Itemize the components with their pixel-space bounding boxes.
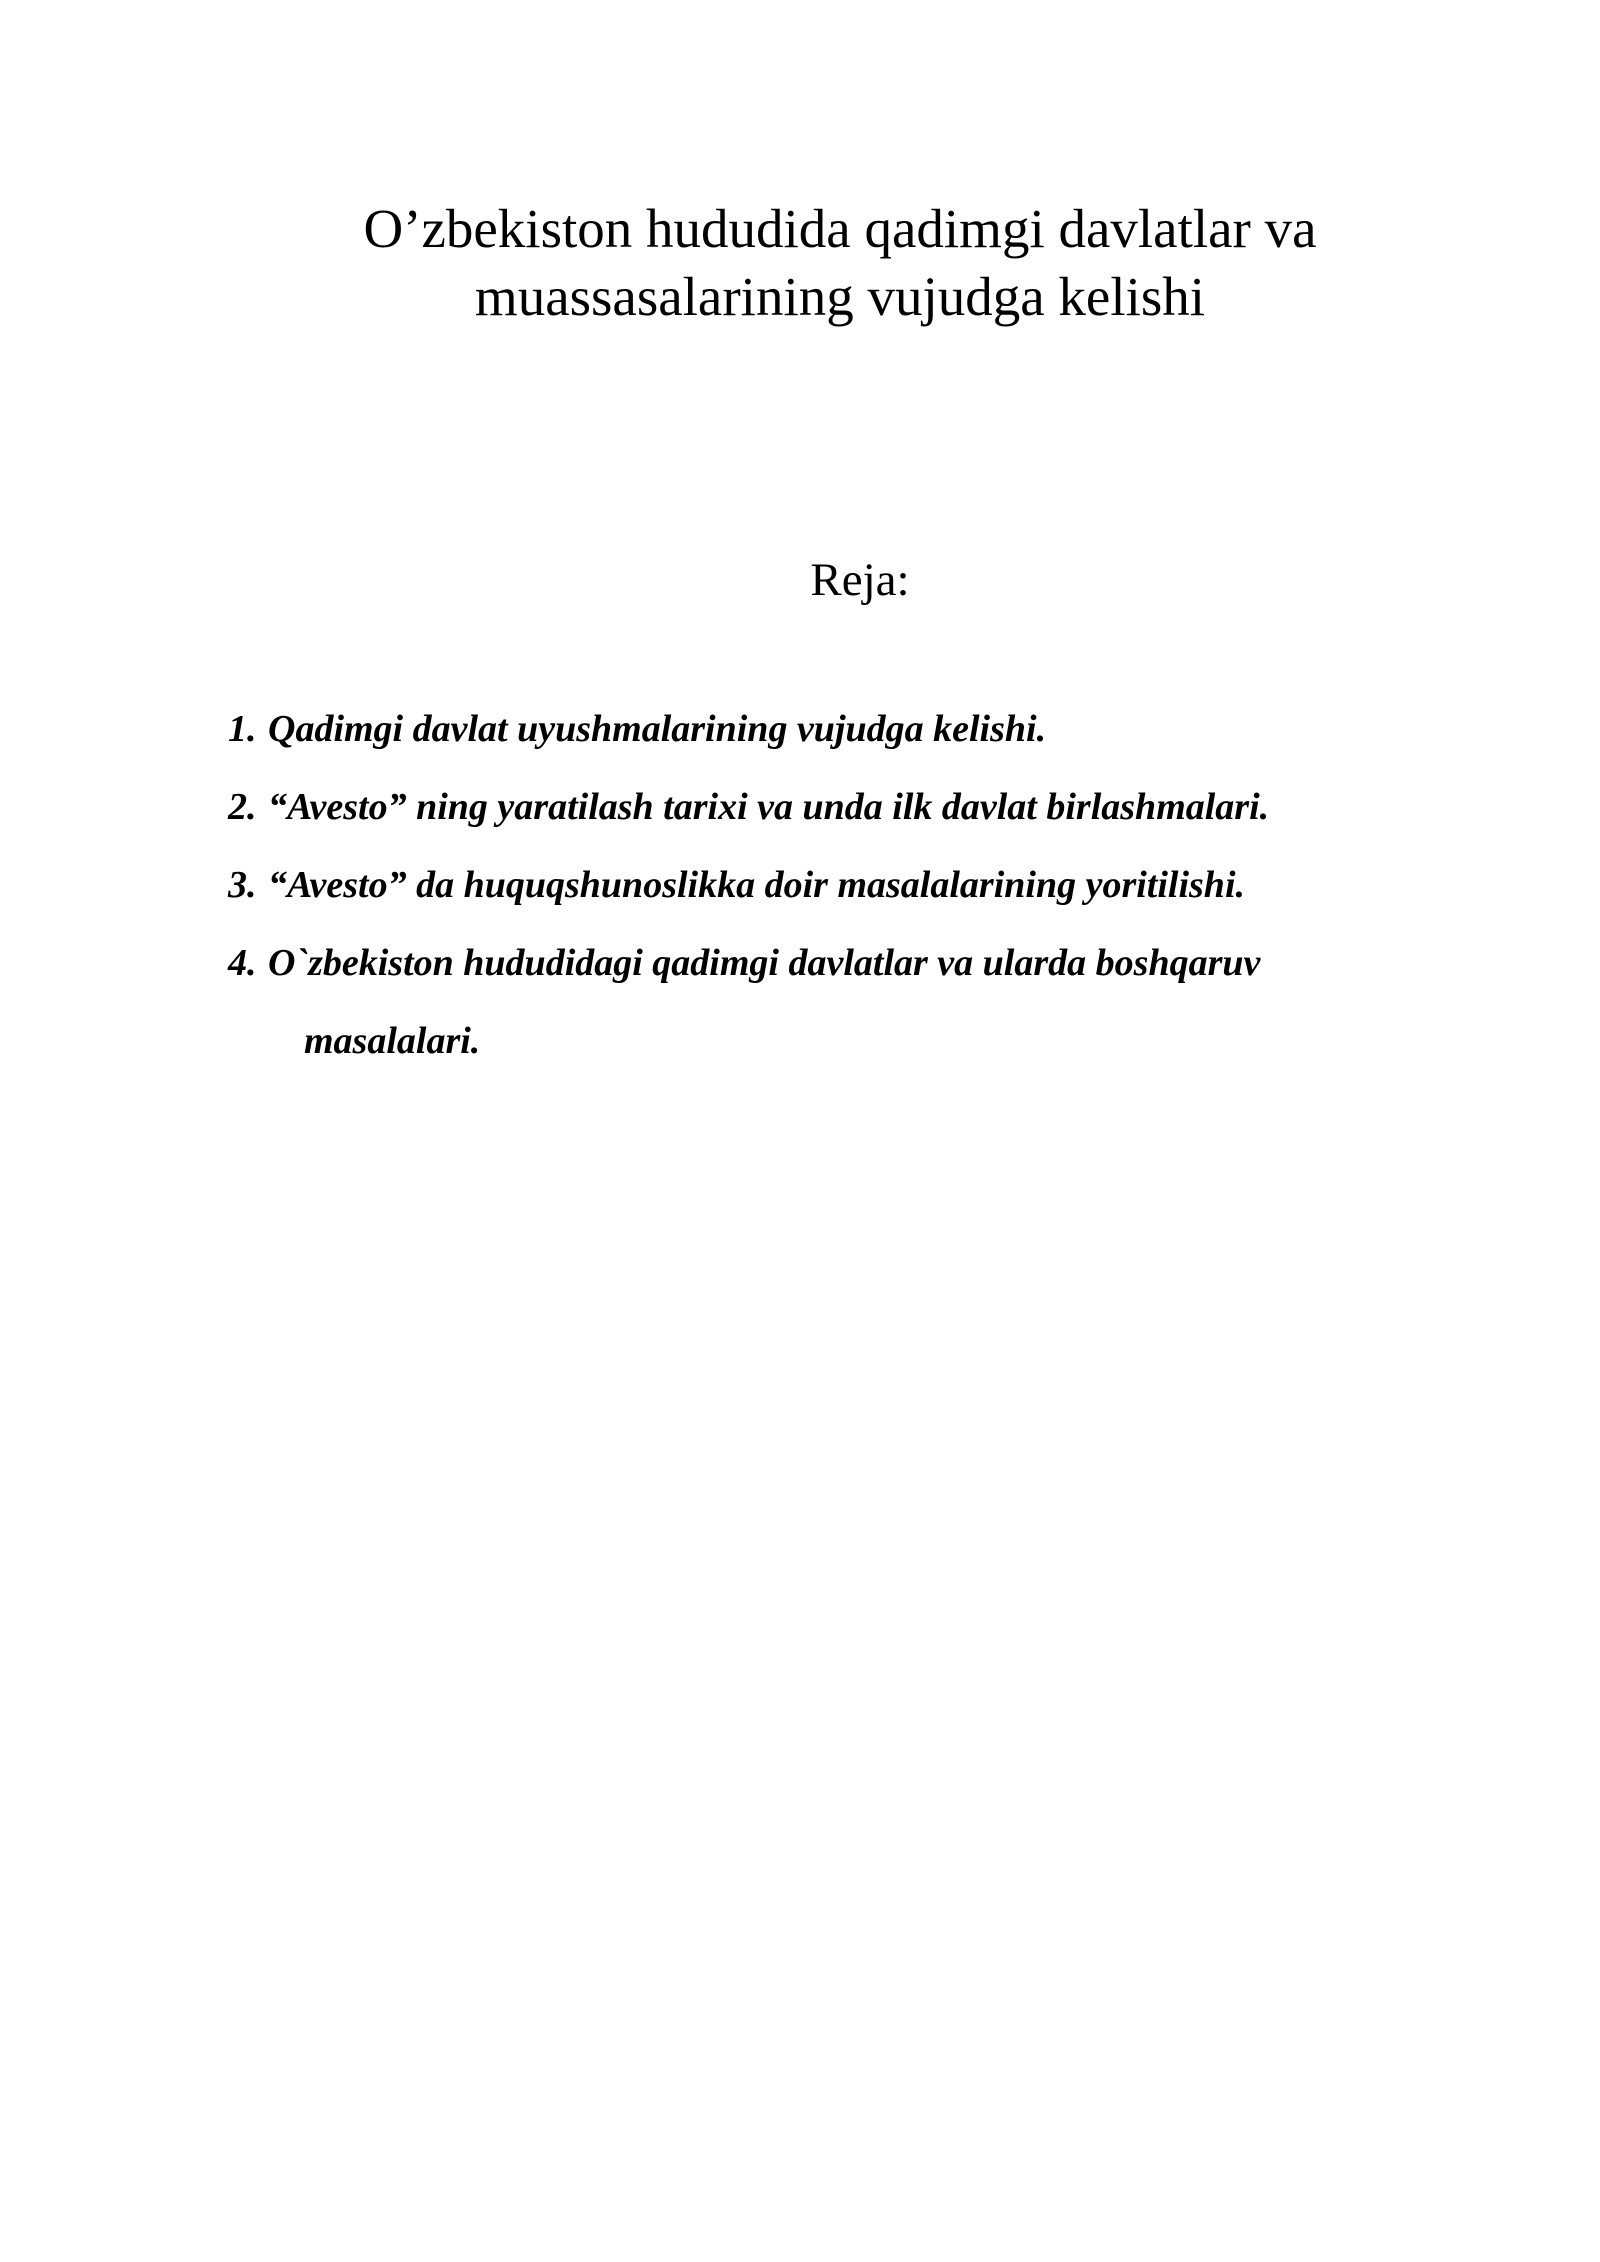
- plan-item-4: [228, 924, 1468, 1080]
- plan-list: [228, 690, 1468, 1080]
- title-line-1: O’zbekiston hududida qadimgi davlatlar va: [363, 197, 1317, 259]
- plan-item-text: “Avesto” ning yaratilash tarixi va unda ilk davlat birlashmalari.: [268, 786, 1270, 828]
- plan-item-number: 2.: [228, 786, 257, 828]
- plan-item-text: Qadimgi davlat uyushmalarining vujudga kelishi.: [268, 708, 1047, 750]
- plan-item-3: [228, 846, 1468, 924]
- title-line-2: muassasalarining vujudga kelishi: [474, 265, 1206, 327]
- plan-item-2: [228, 768, 1468, 846]
- plan-item-text: O`zbekiston hududidagi qadimgi davlatlar va ularda boshqaruv: [268, 942, 1261, 984]
- plan-item-number: 4.: [228, 942, 257, 984]
- plan-item-number: 1.: [228, 708, 257, 750]
- plan-item-1: [228, 690, 1468, 768]
- plan-item-number: 3.: [228, 864, 257, 906]
- plan-heading: Reja:: [810, 554, 910, 606]
- plan-item-continuation: masalalari.: [304, 1020, 481, 1062]
- plan-item-text: “Avesto” da huquqshunoslikka doir masalalarining yoritilishi.: [268, 864, 1245, 906]
- page-title: [300, 195, 1380, 331]
